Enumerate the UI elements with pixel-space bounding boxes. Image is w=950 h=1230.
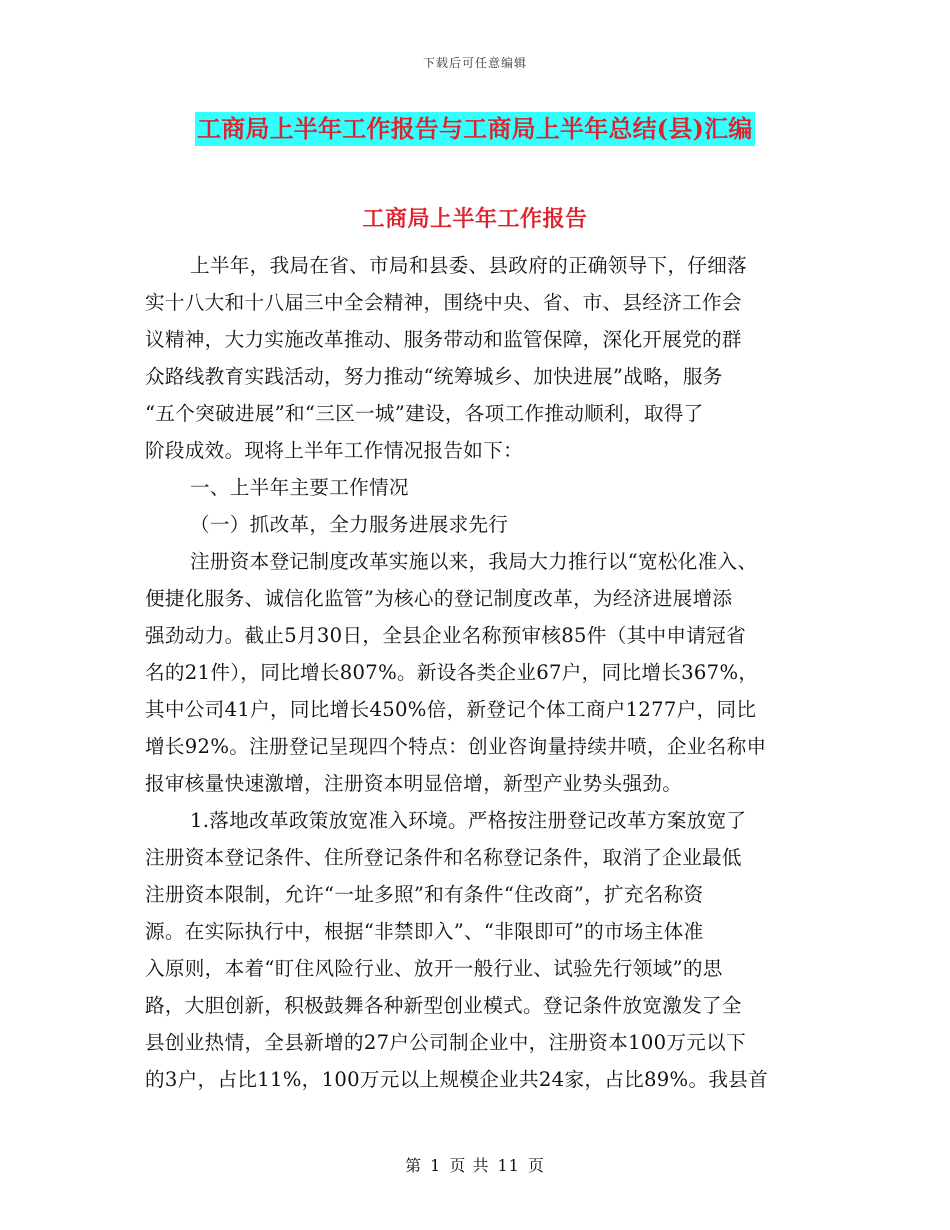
paragraph-line: 实十八大和十八届三中全会精神，围绕中央、省、市、县经济工作会 bbox=[145, 291, 742, 314]
paragraph-line: 注册资本限制，允许“一址多照”和有条件“住改商”，扩充名称资 bbox=[145, 883, 704, 906]
footer-suffix: 页 bbox=[527, 1156, 545, 1175]
paragraph-line: “五个突破进展”和“三区一城”建设，各项工作推动顺利，取得了 bbox=[145, 402, 704, 425]
heading-line: 一、上半年主要工作情况 bbox=[190, 476, 409, 499]
paragraph-line: 强劲动力。截止5月30日，全县企业名称预审核85件（其中申请冠省 bbox=[145, 624, 746, 647]
paragraph-line: 源。在实际执行中，根据“非禁即入”、“非限即可”的市场主体准 bbox=[145, 920, 704, 943]
paragraph-line: 的3户，占比11%，100万元以上规模企业共24家，占比89%。我县首 bbox=[145, 1068, 769, 1091]
section-title: 工商局上半年工作报告 bbox=[362, 206, 588, 232]
paragraph-line: 便捷化服务、诚信化监管”为核心的登记制度改革，为经济进展增添 bbox=[145, 587, 733, 610]
paragraph-line: 1.落地改革政策放宽准入环境。严格按注册登记改革方案放宽了 bbox=[190, 809, 747, 832]
paragraph-line: 入原则，本着“盯住风险行业、放开一般行业、试验先行领域”的思 bbox=[145, 957, 723, 980]
footer-prefix: 第 bbox=[405, 1156, 423, 1175]
body-text bbox=[145, 247, 805, 1098]
document-title: 工商局上半年工作报告与工商局上半年总结(县)汇编 bbox=[195, 112, 755, 146]
paragraph-line: 众路线教育实践活动，努力推动“统筹城乡、加快进展”战略，服务 bbox=[145, 365, 723, 388]
footer-mid: 页 共 bbox=[449, 1156, 490, 1175]
footer-total-pages: 11 bbox=[497, 1156, 520, 1175]
paragraph-line: 上半年，我局在省、市局和县委、县政府的正确领导下，仔细落 bbox=[190, 254, 748, 277]
paragraph-line: 其中公司41户，同比增长450%倍，新登记个体工商户1277户，同比 bbox=[145, 698, 757, 721]
paragraph-line: 县创业热情，全县新增的27户公司制企业中，注册资本100万元以下 bbox=[145, 1031, 746, 1054]
paragraph-line: 阶段成效。现将上半年工作情况报告如下： bbox=[145, 439, 523, 462]
paragraph-line: 名的21件），同比增长807%。新设各类企业67户，同比增长367%， bbox=[145, 661, 759, 684]
paragraph-line: 报审核量快速激增，注册资本明显倍增，新型产业势头强劲。 bbox=[145, 772, 683, 795]
subheading-line: （一）抓改革，全力服务进展求先行 bbox=[190, 513, 509, 536]
page-footer bbox=[0, 1153, 950, 1176]
paragraph-line: 路，大胆创新，积极鼓舞各种新型创业模式。登记条件放宽激发了全 bbox=[145, 994, 742, 1017]
paragraph-line: 增长92%。注册登记呈现四个特点：创业咨询量持续井喷，企业名称申 bbox=[145, 735, 767, 758]
paragraph-line: 注册资本登记制度改革实施以来，我局大力推行以“宽松化准入、 bbox=[190, 550, 758, 573]
paragraph-line: 议精神，大力实施改革推动、服务带动和监管保障，深化开展党的群 bbox=[145, 328, 742, 351]
footer-page-number: 1 bbox=[430, 1156, 442, 1175]
paragraph-line: 注册资本登记条件、住所登记条件和名称登记条件，取消了企业最低 bbox=[145, 846, 742, 869]
header-note: 下载后可任意编辑 bbox=[422, 56, 527, 70]
